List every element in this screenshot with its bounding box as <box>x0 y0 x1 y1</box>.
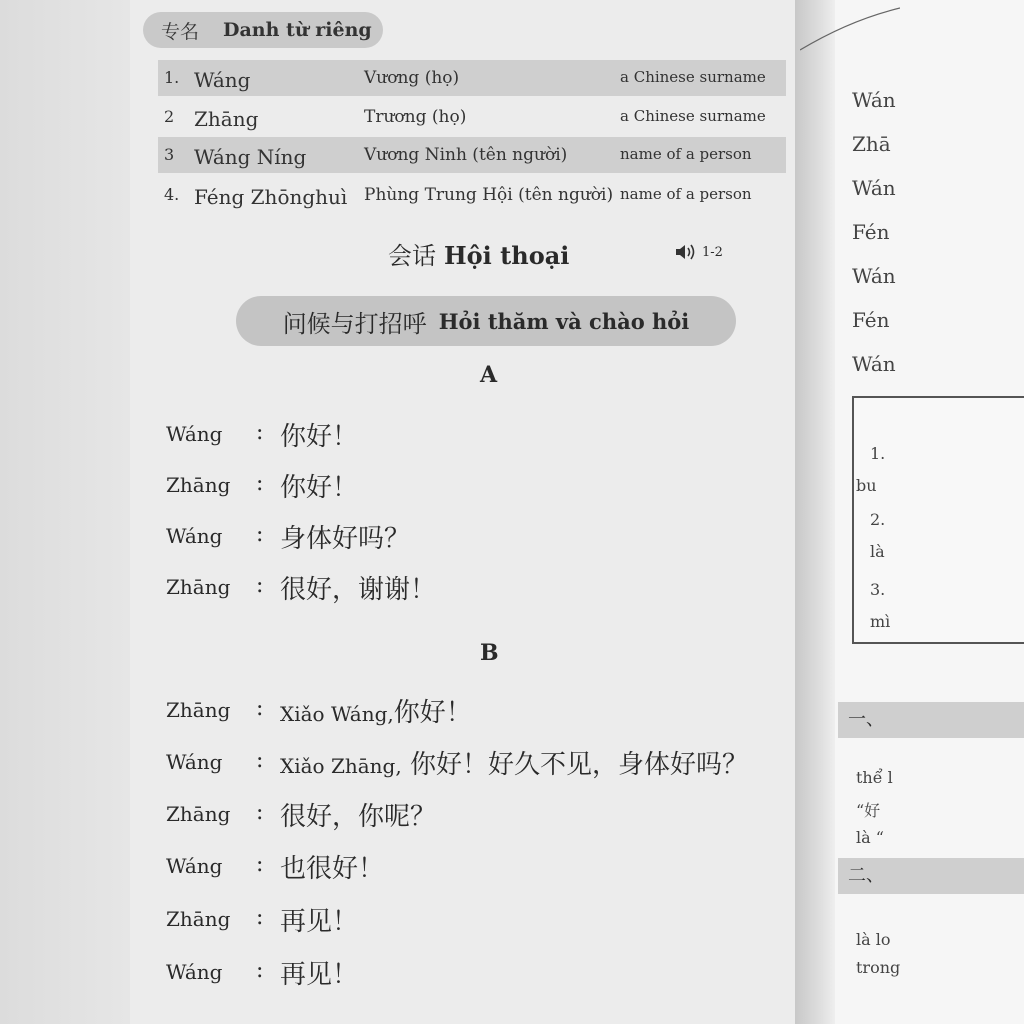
part-a-label: A <box>480 362 498 388</box>
name-row <box>158 60 786 96</box>
speaker-name: Zhāng <box>166 575 231 599</box>
row-vietnamese: Vương Ninh (tên người) <box>364 145 568 165</box>
row-pinyin: Zhāng <box>194 107 259 131</box>
note-fragment: là <box>870 542 885 561</box>
right-page-fragment: Fén <box>852 308 890 332</box>
note-fragment: là lo <box>856 930 891 949</box>
page-edge-curve <box>800 0 900 60</box>
dialogue-line <box>166 690 806 730</box>
speaker-name: Wáng <box>166 960 223 984</box>
audio-track-number: 1-2 <box>702 244 723 260</box>
conversation-title-cn: 会话 <box>388 242 436 270</box>
line-text: 你好！ <box>280 422 359 452</box>
row-pinyin: Wáng Níng <box>194 145 307 169</box>
line-text: 很好，你呢？ <box>280 802 437 832</box>
colon: : <box>256 748 264 773</box>
colon: : <box>256 852 264 877</box>
note-fragment: là “ <box>856 828 884 847</box>
colon: : <box>256 958 264 983</box>
header-cn: 专名 <box>161 20 200 43</box>
line-text: 你好！ <box>280 473 359 503</box>
dialogue-line <box>166 846 806 886</box>
colon: : <box>256 471 264 496</box>
right-page-fragment: Zhā <box>852 132 891 156</box>
row-english: name of a person <box>620 185 752 203</box>
row-pinyin: Féng Zhōnghuì <box>194 185 348 209</box>
dialogue-line <box>166 567 806 607</box>
row-english: a Chinese surname <box>620 107 766 125</box>
row-number: 4. <box>164 185 180 204</box>
name-row <box>158 177 786 213</box>
left-margin <box>0 0 130 1024</box>
line-pinyin: Xiǎo Zhāng, <box>280 754 402 778</box>
section-tag: 二、 <box>838 858 1024 894</box>
note-fragment: thể l <box>856 768 893 787</box>
topic-banner <box>236 296 736 346</box>
row-number: 1. <box>164 68 180 87</box>
note-fragment: 3. <box>870 580 886 599</box>
note-fragment: mì <box>870 612 891 631</box>
right-page-fragment: Fén <box>852 220 890 244</box>
dialogue-line <box>166 952 806 992</box>
name-row <box>158 99 786 135</box>
colon: : <box>256 696 264 721</box>
part-b-label: B <box>480 640 499 666</box>
note-fragment: bu <box>856 476 877 495</box>
row-vietnamese: Trương (họ) <box>364 107 467 127</box>
speaker-icon <box>674 242 698 262</box>
row-english: a Chinese surname <box>620 68 766 86</box>
line-text: 也很好！ <box>280 854 385 884</box>
note-fragment: “好 <box>856 801 881 820</box>
note-fragment: 2. <box>870 510 886 529</box>
dialogue-line <box>166 516 806 556</box>
right-page-fragment: Wán <box>852 352 896 376</box>
speaker-name: Wáng <box>166 422 223 446</box>
line-text: 很好，谢谢！ <box>280 575 437 605</box>
line-text: 再见！ <box>280 907 359 937</box>
conversation-title <box>388 236 569 271</box>
speaker-name: Wáng <box>166 750 223 774</box>
colon: : <box>256 800 264 825</box>
dialogue-line <box>166 794 806 834</box>
dialogue-line <box>166 414 806 454</box>
note-fragment: trong <box>856 958 901 977</box>
topic-banner-cn: 问候与打招呼 <box>282 309 427 338</box>
right-page-fragment: Wán <box>852 88 896 112</box>
dialogue-line <box>166 742 806 782</box>
speaker-name: Wáng <box>166 524 223 548</box>
speaker-name: Zhāng <box>166 802 231 826</box>
line-text <box>280 692 472 729</box>
section-tag: 一、 <box>838 702 1024 738</box>
speaker-name: Zhāng <box>166 907 231 931</box>
row-pinyin: Wáng <box>194 68 251 92</box>
line-pinyin: Xiǎo Wáng, <box>280 702 394 726</box>
colon: : <box>256 522 264 547</box>
colon: : <box>256 905 264 930</box>
proper-nouns-header <box>143 12 383 48</box>
row-number: 2 <box>164 107 175 126</box>
line-text: 身体好吗？ <box>280 524 411 554</box>
colon: : <box>256 420 264 445</box>
row-english: name of a person <box>620 145 752 163</box>
right-page-fragment: Wán <box>852 264 896 288</box>
speaker-name: Wáng <box>166 854 223 878</box>
conversation-title-vn: Hội thoại <box>444 241 570 270</box>
row-vietnamese: Phùng Trung Hội (tên người) <box>364 185 614 205</box>
row-number: 3 <box>164 145 175 164</box>
note-fragment: 1. <box>870 444 886 463</box>
topic-banner-vn: Hỏi thăm và chào hỏi <box>438 308 690 334</box>
line-hanzi: 你好！ <box>393 698 472 728</box>
header-vn: Danh từ riêng <box>223 19 372 41</box>
dialogue-line <box>166 899 806 939</box>
row-vietnamese: Vương (họ) <box>364 68 460 88</box>
right-page-fragment: Wán <box>852 176 896 200</box>
speaker-name: Zhāng <box>166 698 231 722</box>
dialogue-line <box>166 465 806 505</box>
name-row <box>158 137 786 173</box>
line-text <box>280 744 748 781</box>
audio-track[interactable] <box>674 242 723 262</box>
line-text: 再见！ <box>280 960 359 990</box>
line-hanzi: 你好！好久不见，身体好吗？ <box>409 750 748 780</box>
colon: : <box>256 573 264 598</box>
speaker-name: Zhāng <box>166 473 231 497</box>
